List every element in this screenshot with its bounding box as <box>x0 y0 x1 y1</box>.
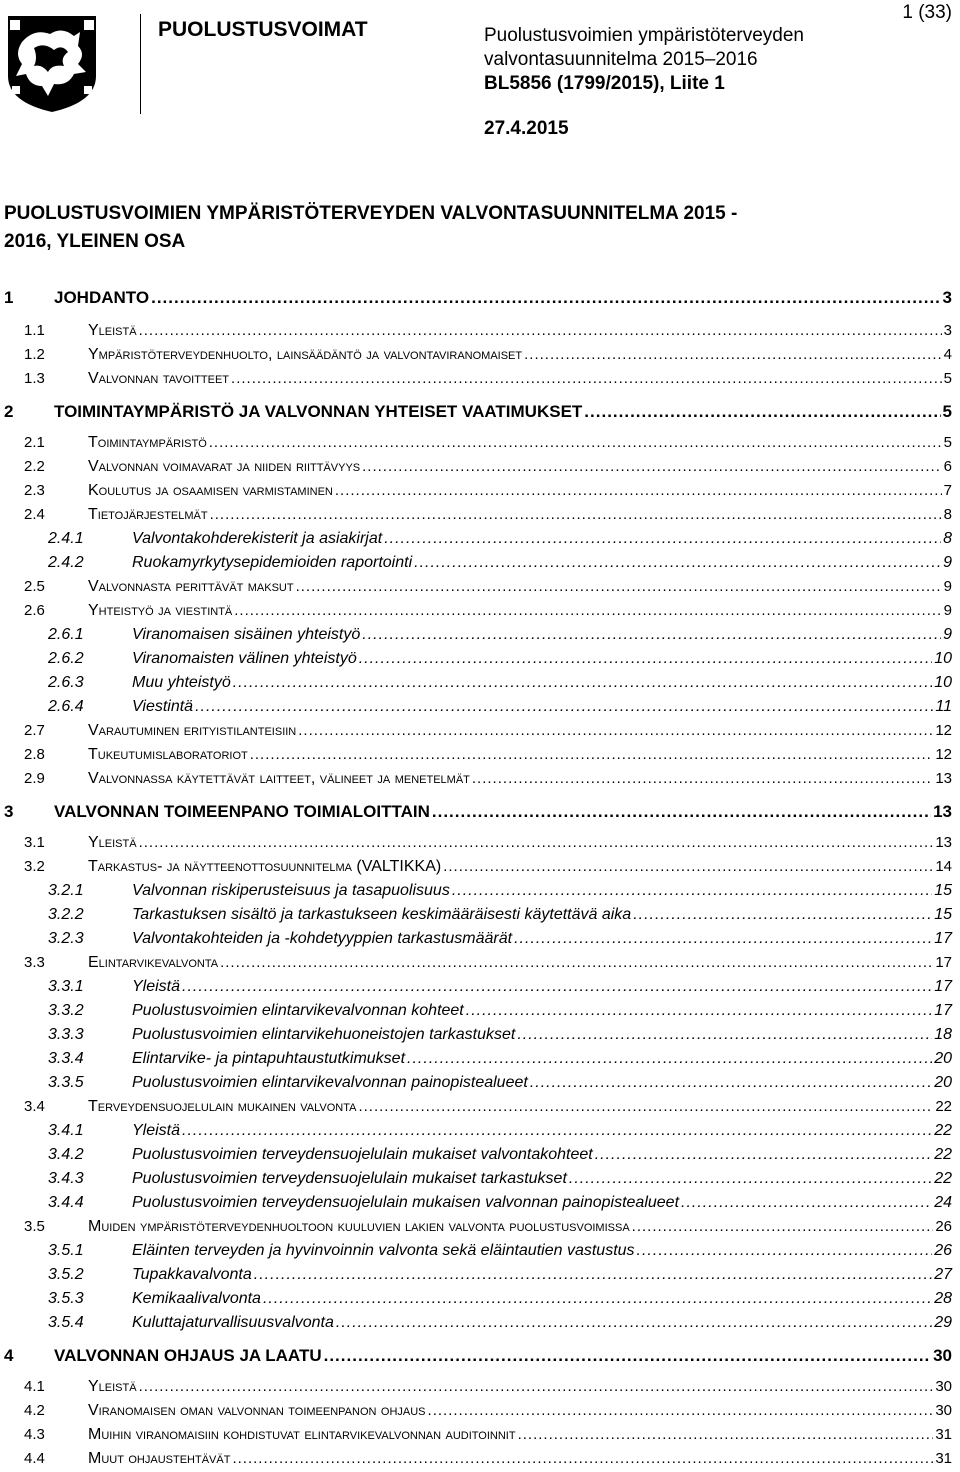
toc-entry-number: 2.4 <box>24 506 45 523</box>
toc-entry-page: 13 <box>935 834 952 851</box>
toc-entry[interactable] <box>0 1314 960 1336</box>
toc-entry-title: Tarkastus- ja näytteenottosuunnitelma (VALTIKKA) <box>88 858 442 875</box>
toc-entry-title: Elintarvike- ja pintapuhtaustutkimukset <box>132 1050 406 1067</box>
toc-leader-dots <box>362 626 941 644</box>
toc-leader-dots <box>210 506 942 523</box>
page-header <box>0 0 960 150</box>
toc-entry-page: 5 <box>942 402 952 421</box>
toc-entry-title: Valvontakohteiden ja -kohdetyyppien tarkastusmäärät <box>132 930 513 947</box>
toc-entry-title: Viranomaisen sisäinen yhteistyö <box>132 626 361 643</box>
page-title-line-1: PUOLUSTUSVOIMIEN YMPÄRISTÖTERVEYDEN VALVONTASUUNNITELMA 2015 - <box>4 203 738 224</box>
toc-entry-page: 27 <box>934 1266 952 1283</box>
toc-leader-dots <box>250 746 934 763</box>
toc-entry-title: VALVONNAN OHJAUS JA LAATU <box>54 1346 322 1365</box>
toc-entry[interactable] <box>0 930 960 952</box>
toc-leader-dots <box>362 458 942 475</box>
toc-entry-number: 2.6.2 <box>48 650 84 667</box>
toc-entry-title: Ympäristöterveydenhuolto, lainsäädäntö ja valvontaviranomaiset <box>88 346 523 363</box>
toc-leader-dots <box>336 1314 932 1332</box>
toc-entry[interactable] <box>0 858 960 880</box>
toc-leader-dots <box>472 770 933 787</box>
toc-entry-page: 11 <box>935 698 952 715</box>
toc-entry-page: 7 <box>943 482 952 499</box>
toc-entry-page: 15 <box>934 906 952 923</box>
toc-entry-number: 3.4.1 <box>48 1122 84 1139</box>
toc-entry[interactable] <box>0 746 960 768</box>
toc-entry[interactable] <box>0 1266 960 1288</box>
toc-entry[interactable] <box>0 906 960 928</box>
toc-entry-page: 26 <box>934 1242 952 1259</box>
toc-entry-page: 22 <box>935 1098 952 1115</box>
toc-entry-title: Muiden ympäristöterveydenhuoltoon kuuluvien lakien valvonta puolustusvoimissa <box>88 1218 630 1235</box>
toc-entry-page: 3 <box>942 288 952 307</box>
toc-entry-title: Valvonnan riskiperusteisuus ja tasapuolisuus <box>132 882 450 899</box>
toc-entry-number: 3.3 <box>24 954 45 971</box>
toc-entry-page: 29 <box>934 1314 952 1331</box>
toc-entry-number: 3.5 <box>24 1218 45 1235</box>
toc-leader-dots <box>632 1218 934 1235</box>
toc-entry[interactable] <box>0 1378 960 1400</box>
page-title <box>4 200 954 256</box>
toc-entry-title: Tukeutumislaboratoriot <box>88 746 248 763</box>
toc-leader-dots <box>220 954 933 971</box>
toc-entry[interactable] <box>0 1450 960 1472</box>
toc-leader-dots <box>358 1098 933 1115</box>
toc-entry[interactable] <box>0 954 960 976</box>
toc-entry-number: 2.3 <box>24 482 45 499</box>
toc-entry[interactable] <box>0 1122 960 1144</box>
toc-entry[interactable] <box>0 506 960 528</box>
toc-entry[interactable] <box>0 1074 960 1096</box>
toc-entry-page: 15 <box>934 882 952 899</box>
toc-entry-title: Puolustusvoimien terveydensuojelulain mukaiset tarkastukset <box>132 1170 567 1187</box>
toc-leader-dots <box>584 402 940 422</box>
toc-leader-dots <box>233 674 932 692</box>
toc-entry-title: Eläinten terveyden ja hyvinvoinnin valvonta sekä eläintautien vastustus <box>132 1242 635 1259</box>
toc-entry-number: 1.2 <box>24 346 45 363</box>
toc-leader-dots <box>182 978 932 996</box>
toc-entry-number: 2.6.3 <box>48 674 84 691</box>
page-number: 1 (33) <box>902 2 952 23</box>
toc-leader-dots <box>139 322 942 339</box>
toc-leader-dots <box>407 1050 932 1068</box>
toc-entry-number: 3.3.3 <box>48 1026 84 1043</box>
toc-entry-number: 2.8 <box>24 746 45 763</box>
toc-leader-dots <box>139 834 934 851</box>
toc-leader-dots <box>681 1194 932 1212</box>
toc-entry[interactable] <box>0 1050 960 1072</box>
toc-entry-number: 1 <box>4 288 14 307</box>
toc-leader-dots <box>209 434 942 451</box>
toc-leader-dots <box>139 1378 934 1395</box>
toc-leader-dots <box>443 858 933 875</box>
toc-leader-dots <box>524 346 942 363</box>
toc-leader-dots <box>182 1122 932 1140</box>
toc-entry-page: 24 <box>934 1194 952 1211</box>
toc-leader-dots <box>514 930 932 948</box>
toc-entry-title: Toimintaympäristö <box>88 434 207 451</box>
toc-entry-title: Ruokamyrkytysepidemioiden raportointi <box>132 554 413 571</box>
toc-leader-dots <box>151 288 940 308</box>
toc-entry-page: 9 <box>943 578 952 595</box>
toc-entry-title: Viranomaisen oman valvonnan toimeenpanon ohjaus <box>88 1402 426 1419</box>
toc-entry-title: Valvontakohderekisterit ja asiakirjat <box>132 530 383 547</box>
toc-entry-page: 9 <box>943 626 952 643</box>
toc-entry[interactable] <box>0 882 960 904</box>
toc-entry[interactable] <box>0 626 960 648</box>
toc-entry-title: Valvonnasta perittävät maksut <box>88 578 294 595</box>
toc-entry-page: 31 <box>935 1426 952 1443</box>
toc-entry-title: Terveydensuojelulain mukainen valvonta <box>88 1098 357 1115</box>
toc-leader-dots <box>595 1146 932 1164</box>
toc-leader-dots <box>414 554 941 572</box>
toc-leader-dots <box>530 1074 932 1092</box>
toc-entry-page: 5 <box>943 434 952 451</box>
document-title-line-1: Puolustusvoimien ympäristöterveyden <box>484 25 804 46</box>
toc-entry[interactable] <box>0 698 960 720</box>
toc-entry-title: Varautuminen erityistilanteisiin <box>88 722 297 739</box>
toc-entry-number: 3.4.2 <box>48 1146 84 1163</box>
page-title-line-2: 2016, YLEINEN OSA <box>4 231 186 252</box>
toc-entry-number: 2.2 <box>24 458 45 475</box>
toc-entry-title: Puolustusvoimien elintarvikevalvonnan kohteet <box>132 1002 464 1019</box>
toc-leader-dots <box>518 1426 934 1443</box>
toc-entry[interactable] <box>0 1194 960 1216</box>
toc-entry-number: 3.2.3 <box>48 930 84 947</box>
toc-leader-dots <box>232 1450 933 1467</box>
toc-entry[interactable] <box>0 1346 960 1368</box>
toc-entry[interactable] <box>0 1026 960 1048</box>
toc-entry-title: Elintarvikevalvonta <box>88 954 219 971</box>
toc-entry-page: 10 <box>934 674 952 691</box>
toc-entry[interactable] <box>0 834 960 856</box>
toc-entry-title: Puolustusvoimien terveydensuojelulain mukaisen valvonnan painopistealueet <box>132 1194 680 1211</box>
toc-entry-title: Yleistä <box>88 322 137 339</box>
toc-leader-dots <box>359 650 932 668</box>
toc-entry[interactable] <box>0 1146 960 1168</box>
toc-leader-dots <box>428 1402 934 1419</box>
toc-entry-title: Yleistä <box>132 1122 181 1139</box>
toc-entry-page: 17 <box>934 978 952 995</box>
toc-entry-number: 2.6.1 <box>48 626 84 643</box>
toc-leader-dots <box>263 1290 932 1308</box>
toc-entry[interactable] <box>0 434 960 456</box>
toc-entry-number: 2.5 <box>24 578 45 595</box>
toc-entry-title: Puolustusvoimien terveydensuojelulain mukaiset valvontakohteet <box>132 1146 593 1163</box>
toc-leader-dots <box>466 1002 932 1020</box>
toc-entry-title: Muu yhteistyö <box>132 674 231 691</box>
toc-entry-page: 12 <box>935 746 952 763</box>
toc-entry[interactable] <box>0 978 960 1000</box>
toc-entry-page: 10 <box>934 650 952 667</box>
toc-entry-title: Yleistä <box>88 1378 137 1395</box>
toc-entry-number: 3.3.2 <box>48 1002 84 1019</box>
toc-entry-title: Valvonnan tavoitteet <box>88 370 230 387</box>
toc-entry-number: 3.5.4 <box>48 1314 84 1331</box>
toc-entry-number: 3.2.2 <box>48 906 84 923</box>
toc-entry-page: 6 <box>943 458 952 475</box>
toc-entry-title: Yleistä <box>88 834 137 851</box>
toc-leader-dots <box>335 482 942 499</box>
toc-entry-number: 2.7 <box>24 722 45 739</box>
toc-entry-page: 26 <box>935 1218 952 1235</box>
toc-entry-page: 9 <box>943 554 952 571</box>
toc-entry-number: 3.5.2 <box>48 1266 84 1283</box>
toc-entry[interactable] <box>0 722 960 744</box>
toc-entry-page: 14 <box>935 858 952 875</box>
toc-entry-number: 2.6.4 <box>48 698 84 715</box>
toc-entry-number: 2.6 <box>24 602 45 619</box>
toc-entry-page: 8 <box>943 530 952 547</box>
toc-entry-title: Viestintä <box>132 698 194 715</box>
toc-entry-page: 22 <box>934 1122 952 1139</box>
toc-entry-number: 4.3 <box>24 1426 45 1443</box>
toc-entry-page: 28 <box>934 1290 952 1307</box>
toc-entry-title: Koulutus ja osaamisen varmistaminen <box>88 482 333 499</box>
toc-entry[interactable] <box>0 530 960 552</box>
toc-entry-number: 1.1 <box>24 322 45 339</box>
toc-entry-page: 17 <box>935 954 952 971</box>
toc-leader-dots <box>254 1266 932 1284</box>
toc-entry[interactable] <box>0 1426 960 1448</box>
toc-entry-number: 3.4 <box>24 1098 45 1115</box>
document-date: 27.4.2015 <box>484 118 569 139</box>
toc-entry[interactable] <box>0 674 960 696</box>
toc-entry-title: Valvonnassa käytettävät laitteet, välineet ja menetelmät <box>88 770 470 787</box>
toc-entry[interactable] <box>0 602 960 624</box>
toc-entry[interactable] <box>0 1218 960 1240</box>
toc-entry-page: 17 <box>934 1002 952 1019</box>
toc-entry[interactable] <box>0 1170 960 1192</box>
toc-entry-title: Puolustusvoimien elintarvikehuoneistojen tarkastukset <box>132 1026 516 1043</box>
toc-entry-number: 3.5.1 <box>48 1242 84 1259</box>
toc-leader-dots <box>452 882 932 900</box>
toc-leader-dots <box>633 906 932 924</box>
toc-leader-dots <box>298 722 933 739</box>
toc-entry[interactable] <box>0 1290 960 1312</box>
toc-entry-number: 3.5.3 <box>48 1290 84 1307</box>
toc-entry-number: 2.9 <box>24 770 45 787</box>
toc-entry-number: 3.3.1 <box>48 978 84 995</box>
toc-entry-title: Tarkastuksen sisältö ja tarkastukseen keskimääräisesti käytettävä aika <box>132 906 632 923</box>
toc-leader-dots <box>517 1026 932 1044</box>
document-id: BL5856 (1799/2015), Liite 1 <box>484 73 725 94</box>
toc-entry[interactable] <box>0 802 960 824</box>
toc-entry-page: 30 <box>933 1346 952 1365</box>
toc-entry-page: 18 <box>934 1026 952 1043</box>
toc-entry-page: 8 <box>943 506 952 523</box>
toc-entry-number: 3.4.3 <box>48 1170 84 1187</box>
toc-entry[interactable] <box>0 1242 960 1264</box>
toc-entry-number: 3.3.5 <box>48 1074 84 1091</box>
toc-leader-dots <box>324 1346 931 1366</box>
document-title-line-2: valvontasuunnitelma 2015–2016 <box>484 49 758 70</box>
toc-leader-dots <box>569 1170 932 1188</box>
toc-leader-dots <box>432 802 931 822</box>
toc-entry[interactable] <box>0 1098 960 1120</box>
toc-entry-page: 22 <box>934 1170 952 1187</box>
toc-entry[interactable] <box>0 578 960 600</box>
document-title <box>484 24 804 72</box>
toc-entry-title: Kuluttajaturvallisuusvalvonta <box>132 1314 334 1331</box>
lion-coat-of-arms-logo <box>4 14 100 114</box>
toc-entry-page: 31 <box>935 1450 952 1467</box>
toc-entry-page: 20 <box>934 1074 952 1091</box>
toc-entry[interactable] <box>0 554 960 576</box>
toc-entry-title: Muut ohjaustehtävät <box>88 1450 231 1467</box>
toc-entry-title: Muihin viranomaisiin kohdistuvat elintarvikevalvonnan auditoinnit <box>88 1426 516 1443</box>
toc-entry-title: TOIMINTAYMPÄRISTÖ JA VALVONNAN YHTEISET VAATIMUKSET <box>54 402 583 421</box>
toc-entry-title: JOHDANTO <box>54 288 150 307</box>
toc-entry-page: 22 <box>934 1146 952 1163</box>
toc-entry[interactable] <box>0 288 960 310</box>
header-divider <box>140 14 141 114</box>
toc-leader-dots <box>195 698 933 716</box>
toc-entry-page: 12 <box>935 722 952 739</box>
toc-entry-page: 30 <box>935 1402 952 1419</box>
toc-leader-dots <box>637 1242 933 1260</box>
toc-entry-page: 13 <box>933 802 952 821</box>
toc-entry-number: 2.1 <box>24 434 45 451</box>
toc-entry-title: Yhteistyö ja viestintä <box>88 602 233 619</box>
toc-entry-number: 3 <box>4 802 14 821</box>
toc-entry-number: 2 <box>4 402 14 421</box>
toc-entry-page: 30 <box>935 1378 952 1395</box>
toc-entry-number: 3.4.4 <box>48 1194 84 1211</box>
toc-entry-number: 3.2.1 <box>48 882 84 899</box>
toc-entry-number: 2.4.2 <box>48 554 84 571</box>
toc-leader-dots <box>234 602 941 619</box>
toc-entry-number: 4.2 <box>24 1402 45 1419</box>
toc-entry[interactable] <box>0 458 960 480</box>
toc-entry[interactable] <box>0 1402 960 1424</box>
toc-entry[interactable] <box>0 650 960 672</box>
toc-entry-number: 2.4.1 <box>48 530 84 547</box>
toc-entry-title: Tupakkavalvonta <box>132 1266 252 1283</box>
toc-entry-title: Yleistä <box>132 978 181 995</box>
toc-entry-number: 3.1 <box>24 834 45 851</box>
toc-entry-title: Viranomaisten välinen yhteistyö <box>132 650 357 667</box>
toc-leader-dots <box>231 370 942 387</box>
toc-entry[interactable] <box>0 482 960 504</box>
toc-entry-page: 20 <box>934 1050 952 1067</box>
toc-entry-number: 3.2 <box>24 858 45 875</box>
organization-name: PUOLUSTUSVOIMAT <box>158 18 368 41</box>
toc-entry-number: 3.3.4 <box>48 1050 84 1067</box>
toc-leader-dots <box>384 530 941 548</box>
toc-entry-page: 3 <box>943 322 952 339</box>
toc-entry-number: 4.1 <box>24 1378 45 1395</box>
toc-entry-title: Puolustusvoimien elintarvikevalvonnan painopistealueet <box>132 1074 528 1091</box>
toc-entry[interactable] <box>0 346 960 368</box>
toc-entry[interactable] <box>0 402 960 424</box>
toc-entry-page: 17 <box>934 930 952 947</box>
toc-entry-page: 13 <box>935 770 952 787</box>
toc-entry-number: 4.4 <box>24 1450 45 1467</box>
toc-entry-page: 9 <box>943 602 952 619</box>
toc-entry-title: VALVONNAN TOIMEENPANO TOIMIALOITTAIN <box>54 802 430 821</box>
toc-entry[interactable] <box>0 370 960 392</box>
toc-entry[interactable] <box>0 322 960 344</box>
toc-entry-title: Kemikaalivalvonta <box>132 1290 261 1307</box>
toc-entry-number: 1.3 <box>24 370 45 387</box>
toc-entry-title: Tietojärjestelmät <box>88 506 208 523</box>
toc-entry-page: 5 <box>943 370 952 387</box>
toc-entry-number: 4 <box>4 1346 14 1365</box>
toc-entry[interactable] <box>0 770 960 792</box>
toc-leader-dots <box>296 578 942 595</box>
toc-entry[interactable] <box>0 1002 960 1024</box>
toc-entry-title: Valvonnan voimavarat ja niiden riittävyys <box>88 458 361 475</box>
toc-entry-page: 4 <box>943 346 952 363</box>
